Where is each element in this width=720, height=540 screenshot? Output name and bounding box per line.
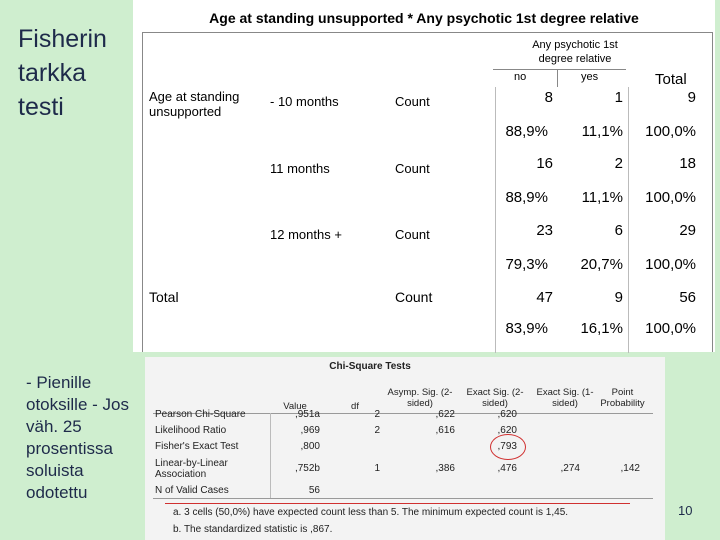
column-header-yes: yes	[581, 71, 599, 83]
statistic-label: Count	[395, 161, 430, 176]
header-exact-sig-1: Exact Sig. (1-sided)	[536, 387, 594, 409]
count-cell: 47	[536, 289, 553, 306]
count-cell: 6	[614, 222, 623, 239]
asymp-cell: ,622	[435, 409, 455, 420]
asymp-cell: ,386	[435, 463, 455, 474]
percent-cell: 100,0%	[645, 256, 696, 273]
column-divider	[628, 87, 629, 353]
count-cell: 8	[544, 89, 553, 106]
test-label: Pearson Chi-Square	[155, 409, 246, 420]
df-cell: 2	[374, 425, 380, 436]
percent-cell: 11,1%	[581, 123, 623, 140]
header-value: Value	[283, 401, 307, 412]
count-cell: 18	[679, 155, 696, 172]
total-row-label: Total	[149, 289, 179, 305]
count-cell: 1	[614, 89, 623, 106]
point-prob-cell: ,142	[620, 463, 640, 474]
value-cell: ,800	[300, 441, 320, 452]
count-cell: 16	[536, 155, 553, 172]
header-asymp-sig: Asymp. Sig. (2-sided)	[387, 387, 453, 409]
value-cell: ,951a	[294, 409, 320, 420]
crosstab-title: Age at standing unsupported * Any psychotic 1st degree relative	[209, 10, 639, 26]
count-cell: 9	[614, 289, 623, 306]
count-cell: 9	[687, 89, 696, 106]
exact2-cell: ,620	[497, 409, 517, 420]
percent-cell: 88,9%	[505, 123, 548, 140]
header-df: df	[351, 401, 359, 412]
test-label: Likelihood Ratio	[155, 425, 227, 436]
statistic-label: Count	[395, 227, 430, 242]
percent-cell: 100,0%	[645, 123, 696, 140]
statistic-label: Count	[395, 94, 430, 109]
table-rule	[153, 498, 653, 499]
percent-cell: 88,9%	[505, 189, 548, 206]
row-label: - 10 months	[270, 94, 339, 109]
value-cell: 56	[308, 485, 320, 496]
count-cell: 29	[679, 222, 696, 239]
column-header-no: no	[514, 71, 527, 83]
test-label: N of Valid Cases	[155, 485, 229, 496]
exact1-cell: ,274	[560, 463, 580, 474]
percent-cell: 79,3%	[505, 256, 548, 273]
exact2-cell: ,793	[497, 441, 517, 452]
percent-cell: 83,9%	[505, 320, 548, 337]
slide-title: Fisherin tarkka testi	[18, 25, 107, 121]
highlight-circle	[490, 434, 526, 460]
exact2-cell: ,620	[497, 425, 517, 436]
percent-cell: 100,0%	[645, 320, 696, 337]
footnote-a: a. 3 cells (50,0%) have expected count less than 5. The minimum expected count is 1,45.	[173, 507, 569, 518]
header-divider	[557, 69, 558, 87]
asymp-cell: ,616	[435, 425, 455, 436]
test-label: Fisher's Exact Test	[155, 441, 239, 452]
chi-square-title: Chi-Square Tests	[329, 361, 411, 372]
count-cell: 56	[679, 289, 696, 306]
header-rule	[493, 69, 626, 70]
page-number: 10	[678, 503, 693, 518]
row-label: 12 months +	[270, 227, 342, 242]
count-cell: 2	[614, 155, 623, 172]
footnote-b: b. The standardized statistic is ,867.	[173, 524, 333, 535]
chi-square-table	[145, 357, 665, 540]
df-cell: 1	[374, 463, 380, 474]
percent-cell: 11,1%	[581, 189, 623, 206]
percent-cell: 16,1%	[580, 320, 623, 337]
header-exact-sig-2: Exact Sig. (2-sided)	[466, 387, 524, 409]
highlight-rule	[165, 503, 630, 504]
crosstab-panel	[133, 0, 715, 352]
value-cell: ,969	[300, 425, 320, 436]
table-divider	[270, 413, 271, 498]
column-header-total: Total	[655, 71, 687, 88]
crosstab-table	[142, 32, 713, 352]
count-cell: 23	[536, 222, 553, 239]
header-point-probability: Point Probability	[600, 387, 645, 409]
df-cell: 2	[374, 409, 380, 420]
value-cell: ,752b	[294, 463, 320, 474]
percent-cell: 100,0%	[645, 189, 696, 206]
column-group-header: Any psychotic 1st degree relative	[532, 39, 618, 65]
slide-notes: - Pienille otoksille - Jos väh. 25 prosentissa soluista odotettu	[26, 373, 129, 502]
test-label: Linear-by-Linear Association	[155, 458, 228, 480]
row-label: 11 months	[270, 161, 330, 176]
statistic-label: Count	[395, 289, 433, 305]
row-variable-label: Age at standing unsupported	[149, 89, 240, 119]
percent-cell: 20,7%	[580, 256, 623, 273]
exact2-cell: ,476	[497, 463, 517, 474]
